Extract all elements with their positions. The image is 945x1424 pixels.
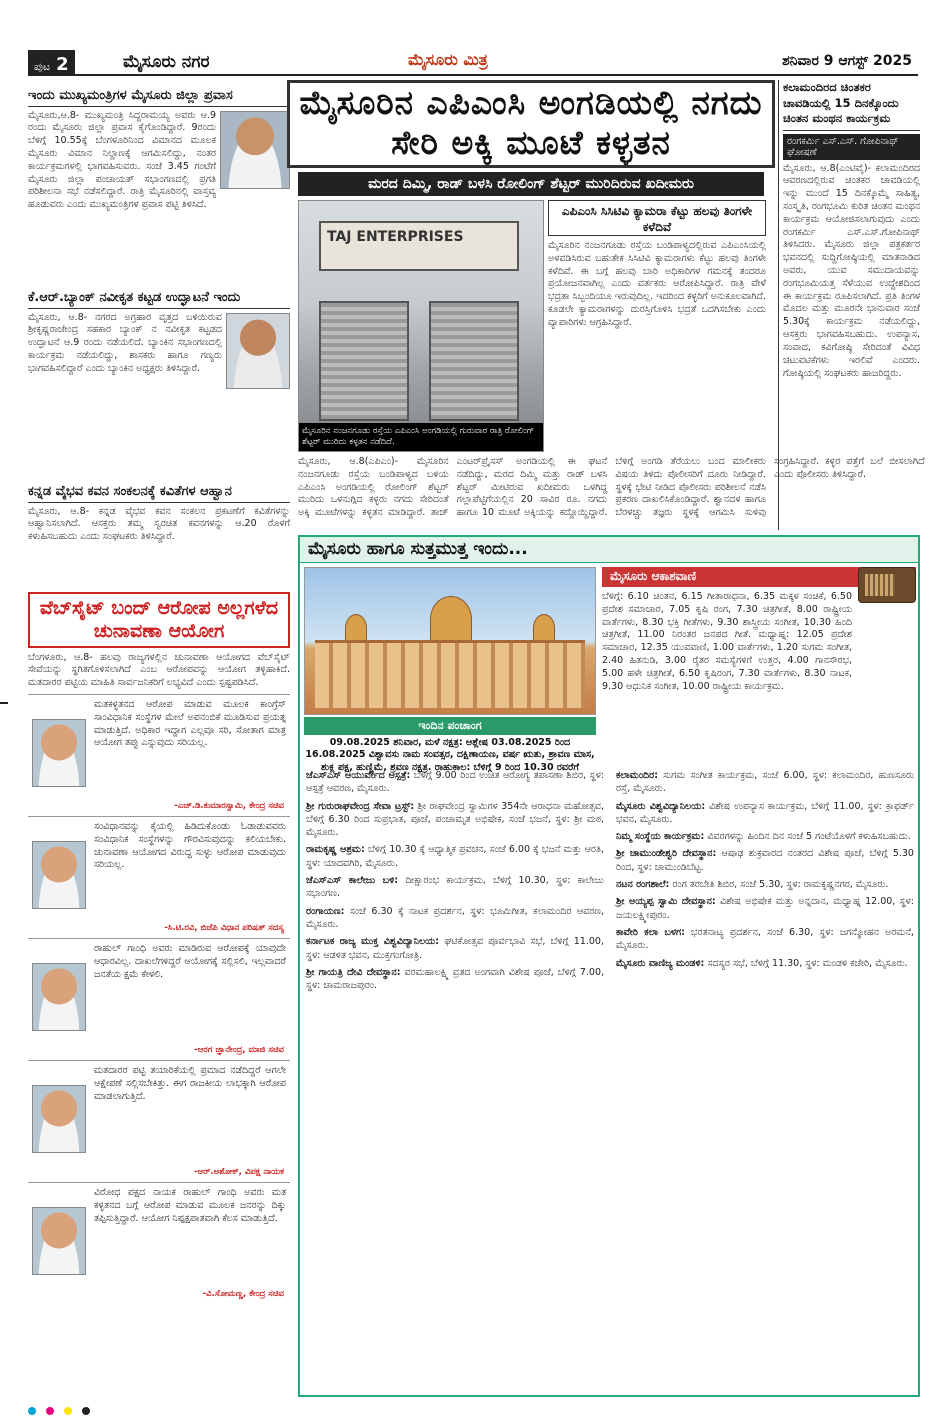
palace-dome (430, 596, 472, 642)
palace-dome (345, 614, 367, 642)
event-item (616, 847, 914, 874)
page-number: 2 (56, 54, 69, 75)
event-label: ಮೈಸೂರು ವಿಶ್ವವಿದ್ಯಾನಿಲಯ: (616, 800, 706, 812)
event-item (306, 905, 604, 932)
registration-mark (0, 702, 8, 704)
quote-text: ಸಂವಿಧಾನವನ್ನು ಕೈಯಲ್ಲಿ ಹಿಡಿದುಕೊಂಡು ಓಡಾಡುವವರು ಸಂವಿಧಾನಿಕ ಸಂಸ್ಥೆಗಳನ್ನು ಗೌರವಿಸುವುದನ್ನು ಕಲಿಯಬೇಕು. ಚುನಾವಣಾ ಆಯೋಗದ ವಿರುದ್ಧ ಸುಳ್ಳು ಆರೋಪ ಮಾಡುವುದು ಸರಿಯಲ್ಲ. (94, 821, 286, 871)
person-photo (226, 313, 290, 389)
event-item (616, 895, 914, 922)
event-item (616, 878, 914, 891)
story-body: ಮೈಸೂರು,ಆ.8- ಮುಖ್ಯಮಂತ್ರಿ ಸಿದ್ದರಾಮಯ್ಯ ಅವರು ಆ.9 ರಂದು ಮೈಸೂರು ಜಿಲ್ಲಾ ಪ್ರವಾಸ ಕೈಗೊಂಡಿದ್ದಾರೆ. 9ರಂದು ಬೆಳಿಗ್ಗೆ 10.55ಕ್ಕೆ ಬೆಂಗಳೂರಿನಿಂದ ವಿಮಾನದ ಮೂಲಕ ಮೈಸೂರು ವಿಮಾನ ನಿಲ್ದಾಣಕ್ಕೆ ಆಗಮಿಸಲಿದ್ದು, ನಂತರ ಕಾರ್ಯಕ್ರಮಗಳಲ್ಲಿ ಭಾಗವಹಿಸುವರು. ಸಂಜೆ 3.45 ಗಂಟೆಗೆ ಮೈಸೂರು ಜಿಲ್ಲಾ ಪಂಚಾಯತ್ ಸಭಾಂಗಣದಲ್ಲಿ ಪ್ರಗತಿ ಪರಿಶೀಲನಾ ಸಭೆ ನಡೆಸಲಿದ್ದಾರೆ. ರಾತ್ರಿ ಮೈಸೂರಿನಲ್ಲಿ ವಾಸ್ತವ್ಯ ಹೂಡುವರು ಎಂದು ಮುಖ್ಯಮಂತ್ರಿಗಳ ಪ್ರವಾಸ ಪಟ್ಟಿ ತಿಳಿಸಿದೆ. (28, 109, 216, 211)
quote-text: ವಿರೋಧ ಪಕ್ಷದ ನಾಯಕ ರಾಹುಲ್ ಗಾಂಧಿ ಅವರು ಮತ ಕಳ್ಳತನದ ಬಗ್ಗೆ ಆರೋಪ ಮಾಡುವ ಮೂಲಕ ಜನರನ್ನು ದಿಕ್ಕು ತಪ್ಪಿಸುತ್ತಿದ್ದಾರೆ. ಆಯೋಗ ನಿಷ್ಪಕ್ಷಪಾತವಾಗಿ ಕೆಲಸ ಮಾಡುತ್ತಿದೆ. (94, 1187, 286, 1224)
event-text: ಸಂಜೆ 6.30 ಕ್ಕೆ ನಾಟಕ ಪ್ರದರ್ಶನ, ಸ್ಥಳ: ಭೂಮಿಗೀತ, ಕಲಾಮಂದಿರ ಆವರಣ, ಮೈಸೂರು. (306, 905, 604, 930)
quote-source: -ವಿ.ಸೋಮಣ್ಣ, ಕೇಂದ್ರ ಸಚಿವ (202, 1288, 284, 1299)
event-label: ಶ್ರೀ ಗಾಯತ್ರಿ ದೇವಿ ದೇವಸ್ಥಾನ: (306, 966, 401, 978)
quote-source: -ಸಿ.ಟಿ.ರವಿ, ಬಿಜೆಪಿ ವಿಧಾನ ಪರಿಷತ್ ಸದಸ್ಯ (164, 922, 284, 933)
event-label: ನಟನ ರಂಗಶಾಲೆ: (616, 879, 670, 891)
event-item (306, 800, 604, 840)
event-text: ಶ್ರೀ ರಾಘವೇಂದ್ರ ಸ್ವಾಮಿಗಳ 354ನೇ ಆರಾಧನಾ ಮಹೋತ್ಸವ, ಬೆಳಿಗ್ಗೆ 6.30 ರಿಂದ ಸುಪ್ರಭಾತ, ಪೂಜೆ, ಪಂಚಾಮೃತ ಅಭಿಷೇಕ, ಸಂಜೆ ಭಜನೆ, ಸ್ಥಳ: ಶ್ರೀ ಮಠ, ಮೈಸೂರು. (306, 800, 604, 839)
event-item (306, 966, 604, 993)
print-color-dots (28, 1400, 918, 1414)
story-title: ಕನ್ನಡ ವೈಭವ ಕವನ ಸಂಕಲನಕ್ಕೆ ಕವಿತೆಗಳ ಆಹ್ವಾನ (28, 482, 290, 503)
section-title: ಮೈಸೂರು ನಗರ (123, 52, 210, 72)
event-item (616, 926, 914, 953)
speaker-photo (32, 719, 86, 787)
event-item (616, 830, 914, 843)
quote-item (28, 816, 290, 938)
event-text: ಬೆಳಿಗ್ಗೆ 9.00 ರಿಂದ ಉಚಿತ ಆರೋಗ್ಯ ತಪಾಸಣಾ ಶಿಬಿರ, ಸ್ಥಳ: ಆಸ್ಪತ್ರೆ ಆವರಣ, ಮೈಸೂರು. (306, 770, 604, 795)
quote-item (28, 694, 290, 816)
story-bank-inauguration (28, 288, 290, 480)
event-label: ಕರ್ನಾಟಕ ರಾಜ್ಯ ಮುಕ್ತ ವಿಶ್ವವಿದ್ಯಾನಿಲಯ: (306, 936, 440, 948)
photo-caption: ಮೈಸೂರಿನ ನಂಜನಗೂಡು ರಸ್ತೆಯ ಎಪಿಎಂಸಿ ಅಂಗಡಿಯಲ್ಲಿ ಗುರುವಾರ ರಾತ್ರಿ ರೋಲಿಂಗ್ ಶೆಟ್ಟರ್ ಮುರಿದು ಕಳ್ಳತನ ನಡೆದಿದೆ. (299, 423, 543, 451)
event-text: ಆಷಾಢ ಶುಕ್ರವಾರದ ನಂತರದ ವಿಶೇಷ ಪೂಜೆ, ಬೆಳಿಗ್ಗೆ 5.30 ರಿಂದ, ಸ್ಥಳ: ಚಾಮುಂಡಿಬೆಟ್ಟ. (616, 848, 914, 873)
panel-title: ವೆಬ್‌ಸೈಟ್ ಬಂದ್ ಆರೋಪ ಅಲ್ಲಗಳೆದ ಚುನಾವಣಾ ಆಯೋಗ (28, 592, 290, 648)
event-item (306, 874, 604, 901)
election-commission-panel (28, 592, 290, 1397)
shutter-right (429, 301, 519, 421)
color-dot (46, 1407, 54, 1415)
event-label: ಕಲಾಮಂದಿರ: (616, 770, 658, 781)
event-item (306, 935, 604, 962)
right-story-body: ಮೈಸೂರು, ಆ.8(ಎಂಟಿವೈ)- ಕಲಾಮಂದಿರದ ಆವರಣದಲ್ಲಿರುವ ಚಿಂತಕರ ಚಾವಡಿಯಲ್ಲಿ ಇನ್ನು ಮುಂದೆ 15 ದಿನಕ್ಕೊಮ್ಮೆ ಸಾಹಿತ್ಯ, ಸಂಸ್ಕೃತಿ, ರಂಗಭೂಮಿ ಕುರಿತ ಚಿಂತನ ಮಂಥನ ಕಾರ್ಯಕ್ರಮ ಆಯೋಜಿಸಲಾಗುವುದು ಎಂದು ರಂಗಕರ್ಮಿ ಎಸ್.ಎಸ್.ಗೋಪಿನಾಥ್ ತಿಳಿಸಿದರು. ಮೈಸೂರು ಜಿಲ್ಲಾ ಪತ್ರಕರ್ತರ ಭವನದಲ್ಲಿ ಸುದ್ದಿಗೋಷ್ಠಿಯಲ್ಲಿ ಮಾತನಾಡಿದ ಅವರು, ಯುವ ಸಮುದಾಯವನ್ನು ರಂಗಭೂಮಿಯತ್ತ ಸೆಳೆಯುವ ಉದ್ದೇಶದಿಂದ ಈ ಕಾರ್ಯಕ್ರಮ ರೂಪಿಸಲಾಗಿದೆ. ಪ್ರತಿ ತಿಂಗಳ ಮೊದಲ ಮತ್ತು ಮೂರನೇ ಭಾನುವಾರ ಸಂಜೆ 5.30ಕ್ಕೆ ಕಾರ್ಯಕ್ರಮ ನಡೆಯಲಿದ್ದು, ಆಸಕ್ತರು ಭಾಗವಹಿಸಬಹುದು. ಉಪನ್ಯಾಸ, ಸಂವಾದ, ಕವಿಗೋಷ್ಠಿ ಸೇರಿದಂತೆ ವಿವಿಧ ಚಟುವಟಿಕೆಗಳು ಇರಲಿವೆ ಎಂದರು. ಗೋಷ್ಠಿಯಲ್ಲಿ ಸಂಘಟಕರು ಹಾಜರಿದ್ದರು. (783, 162, 920, 379)
page-number-badge (28, 50, 75, 74)
event-text: ರಂಗ ತರಬೇತಿ ಶಿಬಿರ, ಸಂಜೆ 5.30, ಸ್ಥಳ: ರಾಮಕೃಷ್ಣನಗರ, ಮೈಸೂರು. (672, 879, 889, 891)
quote-text: ಮತದಾರರ ಪಟ್ಟಿ ತಯಾರಿಕೆಯಲ್ಲಿ ಪ್ರಮಾದ ನಡೆದಿದ್ದರೆ ಆಗಲೇ ಆಕ್ಷೇಪಣೆ ಸಲ್ಲಿಸಬೇಕಿತ್ತು. ಈಗ ರಾಜಕೀಯ ಲಾಭಕ್ಕಾಗಿ ಆರೋಪ ಮಾಡಲಾಗುತ್ತಿದೆ. (94, 1065, 286, 1102)
cm-photo (220, 111, 290, 189)
akashavani-schedule: ಬೆಳಿಗ್ಗೆ: 6.10 ಚಿಂತನ, 6.15 ಗೀತಾರಾಧನಾ, 6.35 ಮಕ್ಕಳ ಸಂಚಿಕೆ, 6.50 ಪ್ರದೇಶ ಸಮಾಚಾರ, 7.05 ಕೃಷಿ ರಂಗ, 7.30 ಚಿತ್ರಗೀತೆ, 8.00 ರಾಷ್ಟ್ರೀಯ ವಾರ್ತೆಗಳು, 8.30 ಭಕ್ತಿ ಗೀತೆಗಳು, 9.30 ಶಾಸ್ತ್ರೀಯ ಸಂಗೀತ, 10.30 ಹಿಂದಿ ಚಿತ್ರಗೀತೆ, 11.00 ನಿರಂತರ ಜನಪದ ಗೀತೆ. ಮಧ್ಯಾಹ್ನ: 12.05 ಪ್ರದೇಶ ಸಮಾಚಾರ, 12.35 ಯುವವಾಣಿ, 1.00 ವಾರ್ತೆಗಳು, 1.20 ಸುಗಮ ಸಂಗೀತ, 2.40 ಹಿತನುಡಿ, 3.00 ರೈತರ ಸಮಸ್ಯೆಗಳಿಗೆ ಉತ್ತರ, 4.00 ಗಾನಸೌರಭ, 5.00 ಹಳೇ ಚಿತ್ರಗೀತೆ, 6.50 ಕೃಷಿರಂಗ, 7.30 ವಾರ್ತೆಗಳು, 8.30 ನಾಟಕ, 9.30 ಆಧುನಿಕ ಸಂಗೀತ, 10.00 ರಾಷ್ಟ್ರೀಯ ಕಾರ್ಯಕ್ರಮ. (602, 591, 852, 692)
quote-text: ಮತಕಳ್ಳತನದ ಆರೋಪ ಮಾಡುವ ಮೂಲಕ ಕಾಂಗ್ರೆಸ್ ಸಾಂವಿಧಾನಿಕ ಸಂಸ್ಥೆಗಳ ಮೇಲೆ ಅಪನಂಬಿಕೆ ಮೂಡಿಸುವ ಪ್ರಯತ್ನ ಮಾಡುತ್ತಿದೆ. ಅಧಿಕಾರ ಇದ್ದಾಗ ಎಲ್ಲವೂ ಸರಿ, ಸೋತಾಗ ಮಾತ್ರ ಆಯೋಗ ತಪ್ಪು ಎನ್ನುವುದು ಸರಿಯಲ್ಲ. (94, 699, 286, 749)
color-dot (64, 1407, 72, 1415)
masthead: ಮೈಸೂರು ಮಿತ್ರ (408, 50, 488, 69)
quote-item (28, 1060, 290, 1182)
quote-text: ರಾಹುಲ್ ಗಾಂಧಿ ಅವರು ಮಾಡಿರುವ ಆರೋಪಕ್ಕೆ ಯಾವುದೇ ಆಧಾರವಿಲ್ಲ. ದಾಖಲೆಗಳಿದ್ದರೆ ಆಯೋಗಕ್ಕೆ ಸಲ್ಲಿಸಲಿ, ಇಲ್ಲವಾದರೆ ಜನತೆಯ ಕ್ಷಮೆ ಕೇಳಲಿ. (94, 943, 286, 980)
event-text: ವಿಶೇಷ ಉಪನ್ಯಾಸ ಕಾರ್ಯಕ್ರಮ, ಬೆಳಿಗ್ಗೆ 11.00, ಸ್ಥಳ: ಕ್ರಾಫರ್ಡ್ ಭವನ, ಮೈಸೂರು. (616, 800, 915, 825)
quote-item (28, 938, 290, 1060)
right-story-tag: ರಂಗಕರ್ಮಿ ಎಸ್.ಎಸ್. ಗೋಪಿನಾಥ್ ಘೋಷಣೆ (783, 134, 920, 160)
event-text: ಸುಗಮ ಸಂಗೀತ ಕಾರ್ಯಕ್ರಮ, ಸಂಜೆ 6.00, ಸ್ಥಳ: ಕಲಾಮಂದಿರ, ಹುಣಸೂರು ರಸ್ತೆ, ಮೈಸೂರು. (616, 770, 914, 795)
story-cm-visit (28, 86, 290, 286)
issue-date: ಶನಿವಾರ 9 ಆಗಸ್ಟ್ 2025 (782, 53, 912, 69)
today-title: ಮೈಸೂರು ಹಾಗೂ ಸುತ್ತಮುತ್ತ ಇಂದು... (300, 537, 918, 563)
main-headline: ಮೈಸೂರಿನ ಎಪಿಎಂಸಿ ಅಂಗಡಿಯಲ್ಲಿ ನಗದು ಸೇರಿ ಅಕ್ಕಿ ಮೂಟೆ ಕಳ್ಳತನ (287, 80, 775, 168)
akashavani-title: ಮೈಸೂರು ಆಕಾಶವಾಣಿ (602, 567, 916, 587)
palace-facade (315, 640, 585, 708)
color-dot (28, 1407, 36, 1415)
event-label: ಶ್ರೀ ಅಯ್ಯಪ್ಪ ಸ್ವಾಮಿ ದೇವಸ್ಥಾನ: (616, 896, 716, 908)
event-label: ರಾಮಕೃಷ್ಣ ಆಶ್ರಮ: (306, 844, 365, 856)
event-text: ಭರತನಾಟ್ಯ ಪ್ರದರ್ಶನ, ಸಂಜೆ 6.30, ಸ್ಥಳ: ಜಗನ್ಮೋಹನ ಅರಮನೆ, ಮೈಸೂರು. (616, 926, 914, 952)
color-dot (82, 1407, 90, 1415)
story-body: ಮೈಸೂರು, ಆ.8- ನಗರದ ಅಗ್ರಹಾರ ವೃತ್ತದ ಬಳಿಯಿರುವ ಶ್ರೀಕೃಷ್ಣರಾಜೇಂದ್ರ ಸಹಕಾರ ಬ್ಯಾಂಕ್ ನ ನವೀಕೃತ ಕಟ್ಟಡದ ಉದ್ಘಾಟನೆ ಆ.9 ರಂದು ನಡೆಯಲಿದೆ. ಬ್ಯಾಂಕಿನ ಸಭಾಂಗಣದಲ್ಲಿ ಕಾರ್ಯಕ್ರಮ ನಡೆಯಲಿದ್ದು, ಶಾಸಕರು ಹಾಗೂ ಗಣ್ಯರು ಭಾಗವಹಿಸಲಿದ್ದಾರೆ ಎಂದು ಬ್ಯಾಂಕಿನ ಅಧ್ಯಕ್ಷರು ತಿಳಿಸಿದ್ದಾರೆ. (28, 311, 222, 374)
quote-source: -ಆರ್.ಅಶೋಕ್, ವಿಪಕ್ಷ ನಾಯಕ (193, 1166, 284, 1177)
event-text: ವರಮಹಾಲಕ್ಷ್ಮಿ ವ್ರತದ ಅಂಗವಾಗಿ ವಿಶೇಷ ಪೂಜೆ, ಬೆಳಿಗ್ಗೆ 7.00, ಸ್ಥಳ: ಚಾಮರಾಜಪುರಂ. (306, 966, 605, 992)
right-column-story (778, 80, 920, 530)
event-label: ಶ್ರೀ ಗುರುರಾಘವೇಂದ್ರ ಸೇವಾ ಟ್ರಸ್ಟ್: (306, 800, 415, 812)
event-item (306, 769, 604, 796)
event-label: ಜೆಎಸ್‌ಎಸ್ ಆಯುರ್ವೇದ ಆಸ್ಪತ್ರೆ: (306, 770, 411, 781)
event-label: ನಿಮ್ಮ ಸಂಸ್ಥೆಯ ಕಾರ್ಯಕ್ರಮ: (616, 831, 705, 843)
event-text: ದೀಕ್ಷಾರಂಭ ಕಾರ್ಯಕ್ರಮ, ಬೆಳಿಗ್ಗೆ 10.30, ಸ್ಥಳ: ಕಾಲೇಜು ಸಭಾಂಗಣ. (306, 875, 604, 900)
quote-list (28, 694, 290, 1304)
event-item (306, 843, 604, 870)
event-label: ಕಾವೇರಿ ಕಲಾ ಬಳಗ: (616, 926, 685, 938)
panchanga-title: ಇಂದಿನ ಪಂಚಾಂಗ (304, 717, 596, 735)
story-title: ಕೆ.ಆರ್.ಬ್ಯಾಂಕ್ ನವೀಕೃತ ಕಟ್ಟಡ ಉದ್ಘಾಟನೆ ಇಂದು (28, 288, 290, 309)
cctv-box-body: ಮೈಸೂರಿನ ನಂಜನಗೂಡು ರಸ್ತೆಯ ಬಂಡಿಪಾಳ್ಯದಲ್ಲಿರುವ ಎಪಿಎಂಸಿಯಲ್ಲಿ ಅಳವಡಿಸಿರುವ ಬಹುತೇಕ ಸಿಸಿಟಿವಿ ಕ್ಯಾಮರಾಗಳು ಕೆಟ್ಟು ಹಲವು ತಿಂಗಳೇ ಕಳೆದಿವೆ. ಈ ಬಗ್ಗೆ ಹಲವು ಬಾರಿ ಅಧಿಕಾರಿಗಳ ಗಮನಕ್ಕೆ ತಂದರೂ ಪ್ರಯೋಜನವಾಗಿಲ್ಲ ಎಂದು ವರ್ತಕರು ಆರೋಪಿಸಿದ್ದಾರೆ. ರಾತ್ರಿ ವೇಳೆ ಭದ್ರತಾ ಸಿಬ್ಬಂದಿಯೂ ಇರುವುದಿಲ್ಲ. ಇದರಿಂದ ಕಳ್ಳರಿಗೆ ಅನುಕೂಲವಾಗಿದೆ. ಕೂಡಲೇ ಕ್ಯಾಮರಾಗಳನ್ನು ದುರಸ್ತಿಗೊಳಿಸಿ ಭದ್ರತೆ ಒದಗಿಸಬೇಕು ಎಂದು ವ್ಯಾಪಾರಿಗಳು ಆಗ್ರಹಿಸಿದ್ದಾರೆ. (548, 240, 766, 328)
panel-body: ಬೆಂಗಳೂರು, ಆ.8- ಹಲವು ರಾಜ್ಯಗಳಲ್ಲಿನ ಚುನಾವಣಾ ಆಯೋಗದ ವೆಬ್‌ಸೈಟ್ ಸೇವೆಯನ್ನು ಸ್ಥಗಿತಗೊಳಿಸಲಾಗಿದೆ ಎಂಬ ಆರೋಪವನ್ನು ಆಯೋಗ ತಳ್ಳಿಹಾಕಿದೆ. ಮತದಾರರ ಪಟ್ಟಿಯ ಮಾಹಿತಿ ಸಾರ್ವಜನಿಕರಿಗೆ ಲಭ್ಯವಿದೆ ಎಂದು ಸ್ಪಷ್ಟಪಡಿಸಿದೆ. (28, 651, 290, 689)
event-text: ವಿವರಗಳನ್ನು ಹಿಂದಿನ ದಿನ ಸಂಜೆ 5 ಗಂಟೆಯೊಳಗೆ ಕಳುಹಿಸಬಹುದು. (707, 831, 911, 843)
quote-item (28, 1182, 290, 1304)
quote-source: -ಆರಗ ಜ್ಞಾನೇಂದ್ರ, ಮಾಜಿ ಸಚಿವ (194, 1044, 284, 1055)
speaker-photo (32, 841, 86, 909)
event-label: ಮೈಸೂರು ವಾಣಿಜ್ಯ ಮಂಡಳಿ: (616, 957, 705, 969)
speaker-photo (32, 963, 86, 1031)
story-body: ಮೈಸೂರು, ಆ.8- ಕನ್ನಡ ವೈಭವ ಕವನ ಸಂಕಲನ ಪ್ರಕಟಣೆಗೆ ಕವಿತೆಗಳನ್ನು ಆಹ್ವಾನಿಸಲಾಗಿದೆ. ಆಸಕ್ತರು ತಮ್ಮ ಸ್ವರಚಿತ ಕವನಗಳನ್ನು ಆ.20 ರೊಳಗೆ ಕಳುಹಿಸಬಹುದು ಎಂದು ಸಂಘಟಕರು ತಿಳಿಸಿದ್ದಾರೆ. (28, 505, 290, 543)
shop-photo (298, 200, 544, 452)
event-label: ರಂಗಾಯಣ: (306, 905, 345, 917)
event-text: ಸದಸ್ಯರ ಸಭೆ, ಬೆಳಿಗ್ಗೆ 11.30, ಸ್ಥಳ: ಮಂಡಳಿ ಕಚೇರಿ, ಮೈಸೂರು. (707, 957, 908, 969)
event-item (616, 769, 914, 796)
shop-signboard: TAJ ENTERPRISES (319, 221, 519, 271)
story-title: ಇಂದು ಮುಖ್ಯಮಂತ್ರಿಗಳ ಮೈಸೂರು ಜಿಲ್ಲಾ ಪ್ರವಾಸ (28, 86, 290, 107)
cctv-box-title: ಎಪಿಎಂಸಿ ಸಿಸಿಟಿವಿ ಕ್ಯಾಮರಾ ಕೆಟ್ಟು ಹಲವು ತಿಂಗಳೇ ಕಳೆದಿವೆ (548, 200, 766, 236)
panchanga-text: 09.08.2025 ಶನಿವಾರ, ಮಳೆ ನಕ್ಷತ್ರ: ಆಶ್ಲೇಷ 03.08.2025 ರಿಂದ 16.08.2025 ವಿಶ್ವಾವಸು ನಾಮ ಸಂವತ್ಸರ, ದಕ್ಷಿಣಾಯಣ, ವರ್ಷ ಋತು, ಶ್ರಾವಣ ಮಾಸ, ಶುಕ್ಲ ಪಕ್ಷ, ಹುಣ್ಣಿಮೆ, ಶ್ರವಣ ನಕ್ಷತ್ರ. ರಾಹುಕಾಲ: ಬೆಳಿಗ್ಗೆ 9 ರಿಂದ 10.30 ರವರೆಗೆ (305, 737, 595, 773)
mysore-palace-photo (304, 567, 596, 715)
speaker-photo (32, 1207, 86, 1275)
event-item (616, 957, 914, 970)
palace-dome (533, 614, 555, 642)
event-label: ಜೆಎಸ್‌ಎಸ್ ಕಾಲೇಜು ಬಳಿ: (306, 875, 399, 887)
right-story-title: ಕಲಾಮಂದಿರದ ಚಿಂತಕರ ಚಾವಡಿಯಲ್ಲಿ 15 ದಿನಕ್ಕೊಂದು ಚಿಂತನ ಮಂಥನ ಕಾರ್ಯಕ್ರಮ (783, 80, 920, 131)
shutter-left (319, 301, 409, 421)
event-text: ಘಟಿಕೋತ್ಸವ ಪೂರ್ವಭಾವಿ ಸಭೆ, ಬೆಳಿಗ್ಗೆ 11.00, ಸ್ಥಳ: ಆಡಳಿತ ಭವನ, ಮುಕ್ತಗಂಗೋತ್ರಿ. (306, 936, 604, 961)
event-text: ವಿಶೇಷ ಅಭಿಷೇಕ ಮತ್ತು ಅನ್ನದಾನ, ಮಧ್ಯಾಹ್ನ 12.00, ಸ್ಥಳ: ಜಯಲಕ್ಷ್ಮೀಪುರಂ. (616, 896, 914, 921)
main-subhead: ಮರದ ದಿಮ್ಮಿ, ರಾಡ್ ಬಳಸಿ ರೋಲಿಂಗ್ ಶೆಟ್ಟರ್ ಮುರಿದಿರುವ ಖದೀಮರು (298, 172, 764, 196)
event-label: ಶ್ರೀ ಚಾಮುಂಡೇಶ್ವರಿ ದೇವಸ್ಥಾನ: (616, 848, 717, 860)
event-list (306, 769, 914, 1389)
today-events-box (298, 535, 920, 1397)
main-story-body: ಮೈಸೂರು, ಆ.8(ಎಪಿಎಂ)- ಮೈಸೂರಿನ ನಂಜನಗೂಡು ರಸ್ತೆಯ ಬಂಡಿಪಾಳ್ಯದ ಬಳಿಯ ಎಪಿಎಂಸಿ ಅಂಗಡಿಯಲ್ಲಿ ರೋಲಿಂಗ್ ಶೆಟ್ಟರ್ ಮುರಿದು ಒಳನುಗ್ಗಿದ ಕಳ್ಳರು ನಗದು ಸೇರಿದಂತೆ ಅಕ್ಕಿ ಮೂಟೆಗಳನ್ನು ಕಳ್ಳತನ ಮಾಡಿದ್ದಾರೆ. ತಾಜ್ ಎಂಟರ್‌ಪ್ರೈಸಸ್ ಅಂಗಡಿಯಲ್ಲಿ ಈ ಘಟನೆ ನಡೆದಿದ್ದು, ಮರದ ದಿಮ್ಮಿ ಮತ್ತು ರಾಡ್ ಬಳಸಿ ಶೆಟ್ಟರ್ ಮೀಟಿರುವ ಖದೀಮರು ಒಳಗಿದ್ದ ಗಲ್ಲಾಪೆಟ್ಟಿಗೆಯಲ್ಲಿನ 20 ಸಾವಿರ ರೂ. ನಗದು ಹಾಗೂ 10 ಮೂಟೆ ಅಕ್ಕಿಯನ್ನು ಕದ್ದೊಯ್ದಿದ್ದಾರೆ. ಬೆಳಿಗ್ಗೆ ಅಂಗಡಿ ತೆರೆಯಲು ಬಂದ ಮಾಲೀಕರು ವಿಷಯ ತಿಳಿದು ಪೊಲೀಸರಿಗೆ ದೂರು ನೀಡಿದ್ದಾರೆ. ಸ್ಥಳಕ್ಕೆ ಭೇಟಿ ನೀಡಿದ ಪೊಲೀಸರು ಪರಿಶೀಲನೆ ನಡೆಸಿ ಪ್ರಕರಣ ದಾಖಲಿಸಿಕೊಂಡಿದ್ದಾರೆ. ಶ್ವಾನದಳ ಹಾಗೂ ಬೆರಳಚ್ಚು ತಜ್ಞರು ಸ್ಥಳಕ್ಕೆ ಆಗಮಿಸಿ ಸುಳಿವು ಸಂಗ್ರಹಿಸಿದ್ದಾರೆ. ಕಳ್ಳರ ಪತ್ತೆಗೆ ಬಲೆ ಬೀಸಲಾಗಿದೆ ಎಂದು ಪೊಲೀಸರು ತಿಳಿಸಿದ್ದಾರೆ. (298, 456, 925, 519)
radio-icon (858, 567, 916, 603)
quote-source: -ಎಚ್.ಡಿ.ಕುಮಾರಸ್ವಾಮಿ, ಕೇಂದ್ರ ಸಚಿವ (174, 800, 284, 811)
story-poetry-call (28, 482, 290, 588)
event-item (616, 800, 914, 827)
event-text: ಬೆಳಿಗ್ಗೆ 10.30 ಕ್ಕೆ ಆಧ್ಯಾತ್ಮಿಕ ಪ್ರವಚನ, ಸಂಜೆ 6.00 ಕ್ಕೆ ಭಜನೆ ಮತ್ತು ಆರತಿ, ಸ್ಥಳ: ಯಾದವಗಿರಿ, ಮೈಸೂರು. (306, 844, 604, 869)
speaker-photo (32, 1085, 86, 1153)
page-header (28, 50, 918, 76)
page-label: ಪುಟ (34, 60, 51, 73)
